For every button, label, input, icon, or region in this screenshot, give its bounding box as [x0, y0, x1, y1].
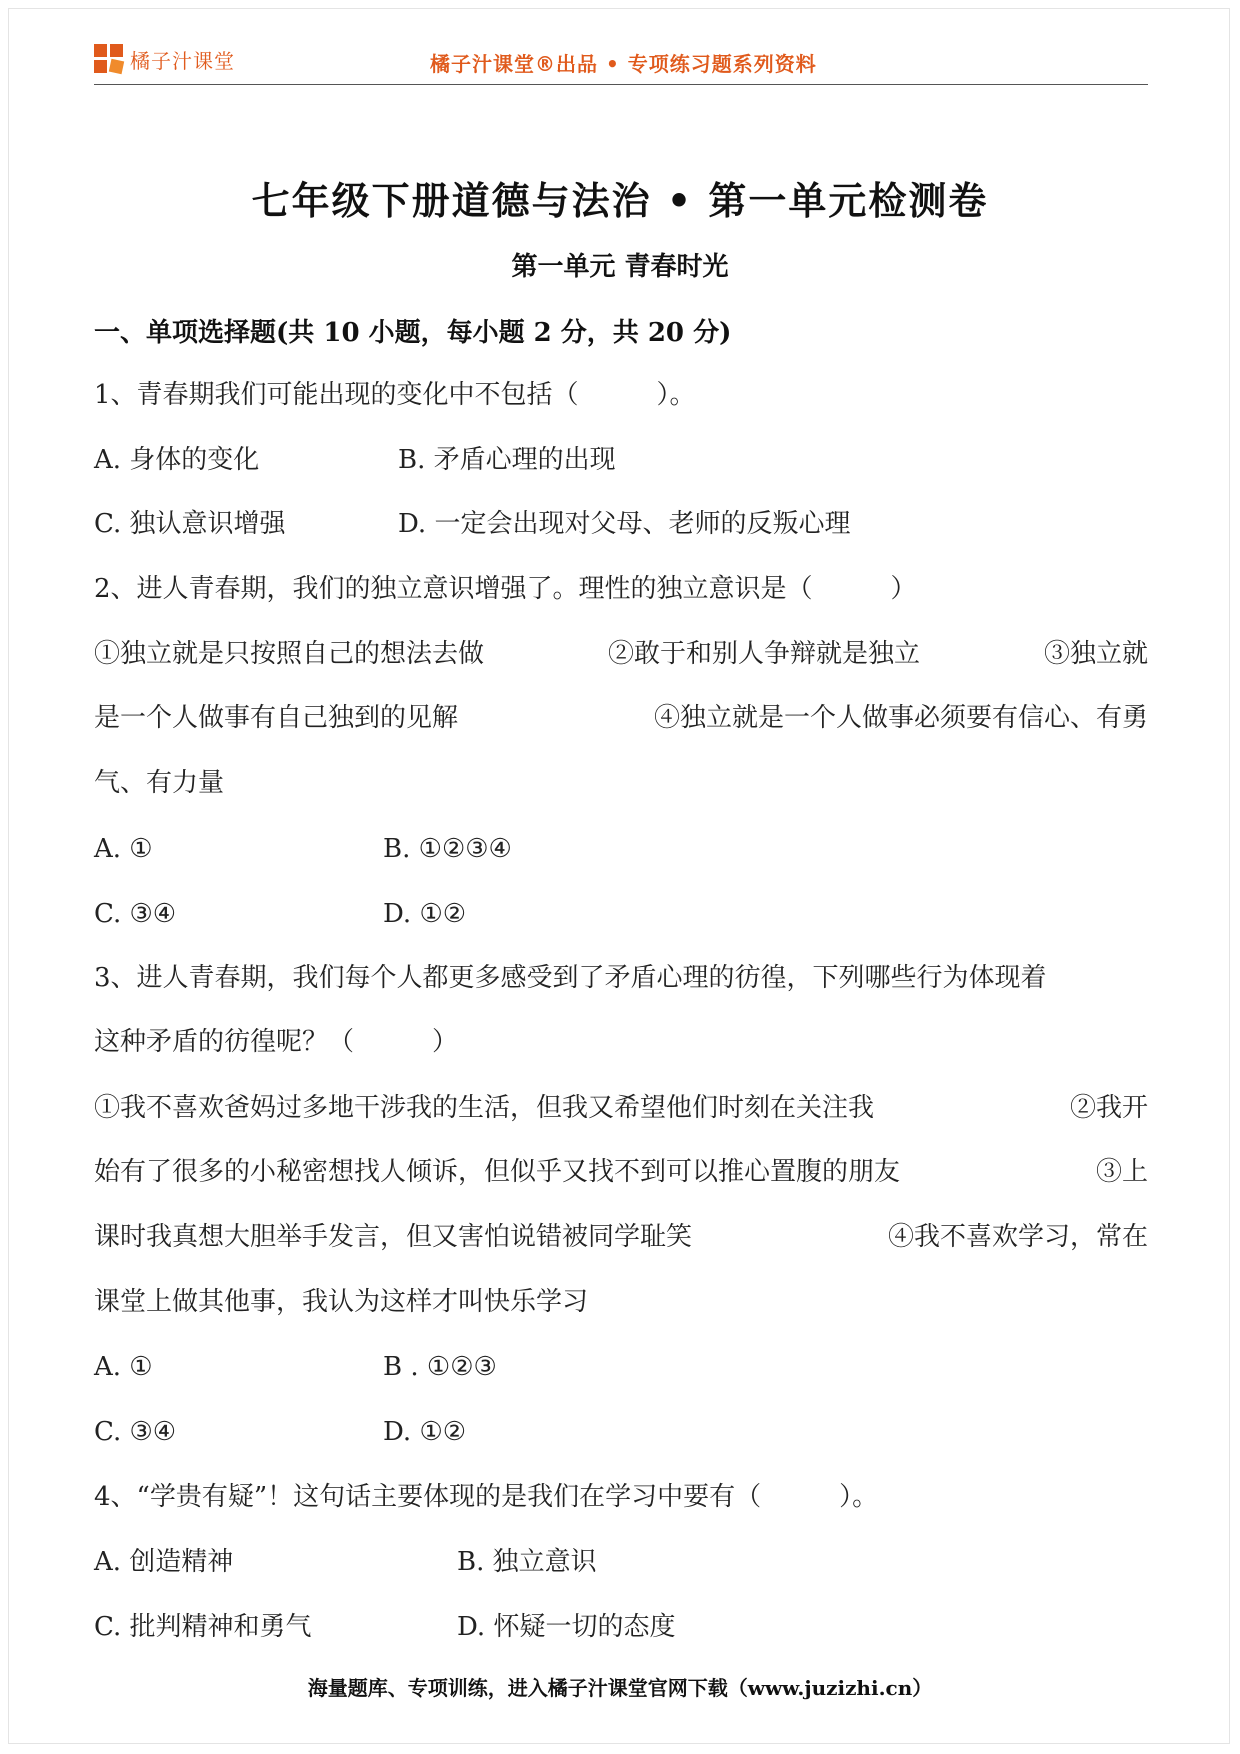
question-2-option-a: A. ① — [94, 834, 153, 864]
question-3-option-b: B . ①②③ — [383, 1352, 497, 1382]
question-2-option-d: D. ①② — [383, 899, 467, 929]
question-3-items-line-1 — [94, 1091, 1148, 1125]
logo-text: 橘子汁课堂 — [130, 48, 235, 73]
page-footer: 海量题库、专项训练，进入橘子汁课堂官网下载（www.juzizhi.cn） — [307, 1676, 933, 1700]
question-1-option-d: D. 一定会出现对父母、老师的反叛心理 — [398, 509, 851, 539]
question-2-item-4-start: ④独立就是一个人做事必须要有信心、有勇 — [653, 703, 1148, 733]
question-2-item-2: ②敢于和别人争辩就是独立 — [607, 639, 920, 669]
question-2-items-line-1 — [94, 637, 1148, 671]
question-3-item-4-start: ④我不喜欢学习，常在 — [887, 1222, 1148, 1252]
question-1-option-a: A. 身体的变化 — [94, 445, 260, 475]
question-3-stem-line-2: 这种矛盾的彷徨呢？（ ） — [94, 1027, 459, 1057]
question-2-items-line-2 — [94, 701, 1148, 735]
question-4-option-d: D. 怀疑一切的态度 — [457, 1612, 676, 1642]
header-divider — [94, 84, 1148, 85]
question-2-option-c: C. ③④ — [94, 899, 177, 929]
question-3-item-4-end: 课堂上做其他事，我认为这样才叫快乐学习 — [94, 1287, 589, 1317]
question-2-stem: 2、进人青春期，我们的独立意识增强了。理性的独立意识是（ ） — [94, 574, 917, 604]
question-2-item-4-end: 气、有力量 — [94, 768, 225, 798]
question-1-stem: 1、青春期我们可能出现的变化中不包括（ ）。 — [94, 380, 696, 410]
question-3-item-2-start: ②我开 — [1069, 1093, 1148, 1123]
document-subtitle: 第一单元 青春时光 — [511, 252, 729, 282]
question-2-item-3-end: 是一个人做事有自己独到的见解 — [94, 703, 459, 733]
question-3-option-a: A. ① — [94, 1352, 153, 1382]
question-4-option-a: A. 创造精神 — [94, 1547, 234, 1577]
question-1-option-b: B. 矛盾心理的出现 — [398, 445, 616, 475]
header-title: 橘子汁课堂®出品 • 专项练习题系列资料 — [430, 52, 817, 76]
question-4-option-b: B. 独立意识 — [457, 1547, 597, 1577]
question-4-stem: 4、“学贵有疑”！这句话主要体现的是我们在学习中要有（ ）。 — [94, 1482, 879, 1512]
section-title: 一、单项选择题(共 10 小题，每小题 2 分，共 20 分) — [94, 318, 732, 348]
question-3-items-line-2 — [94, 1155, 1148, 1189]
question-3-item-3-end: 课时我真想大胆举手发言，但又害怕说错被同学耻笑 — [94, 1222, 693, 1252]
logo-icon — [94, 44, 124, 74]
question-3-items-line-3 — [94, 1220, 1148, 1254]
question-2-option-b: B. ①②③④ — [383, 834, 512, 864]
question-2-item-3-start: ③独立就 — [1043, 639, 1148, 669]
brand-logo — [94, 44, 235, 74]
question-4-option-c: C. 批判精神和勇气 — [94, 1612, 312, 1642]
question-3-option-d: D. ①② — [383, 1417, 467, 1447]
page-header — [94, 38, 1148, 88]
question-3-item-2-end: 始有了很多的小秘密想找人倾诉，但似乎又找不到可以推心置腹的朋友 — [94, 1157, 901, 1187]
question-3-stem-line-1: 3、进人青春期，我们每个人都更多感受到了矛盾心理的彷徨，下列哪些行为体现着 — [94, 963, 1047, 993]
question-2-item-1: ①独立就是只按照自己的想法去做 — [94, 639, 485, 669]
question-3-option-c: C. ③④ — [94, 1417, 177, 1447]
document-title: 七年级下册道德与法治 • 第一单元检测卷 — [251, 178, 989, 223]
question-3-item-3-start: ③上 — [1095, 1157, 1148, 1187]
question-3-item-1: ①我不喜欢爸妈过多地干涉我的生活，但我又希望他们时刻在关注我 — [94, 1093, 875, 1123]
question-1-option-c: C. 独认意识增强 — [94, 509, 286, 539]
